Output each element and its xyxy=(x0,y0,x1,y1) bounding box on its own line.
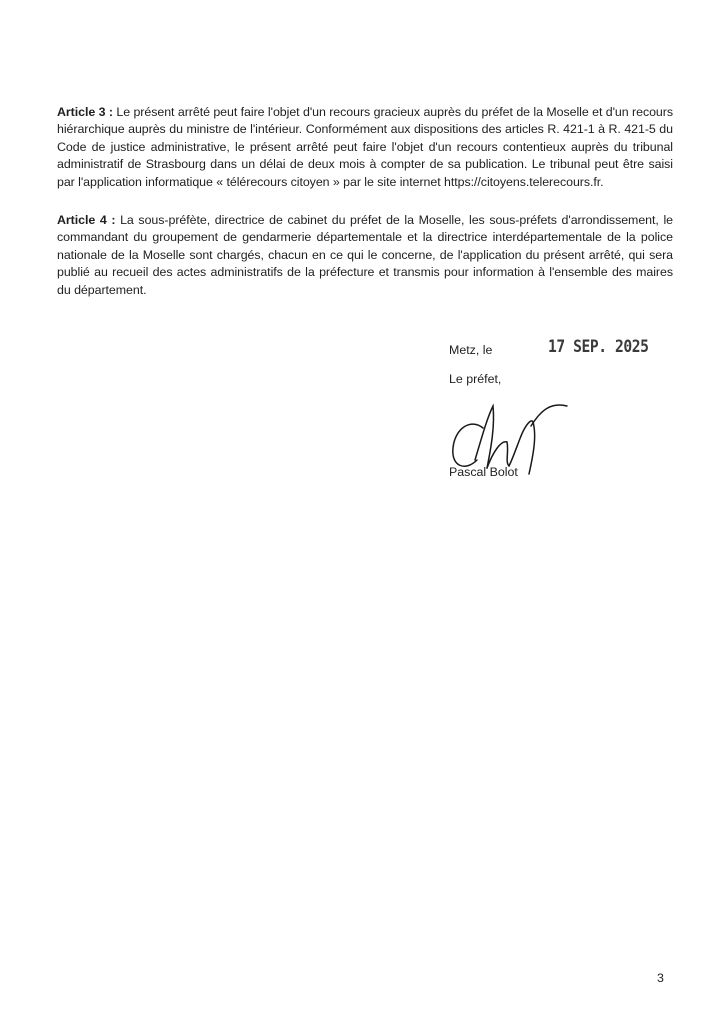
article-4-text: La sous-préfète, directrice de cabinet du préfet de la Moselle, les sous-préfets d'arrondissement, le commandant du groupement de gendarmerie départementale et la directrice interdépartementale de la police nationale de la Moselle sont chargés, chacun en ce qui le concerne, de l'application du présent arrêté, qui sera publié au recueil des actes administratifs de la préfecture et transmis pour information à l'ensemble des maires du département. xyxy=(57,213,673,297)
signature-block xyxy=(449,336,689,486)
article-3-text: Le présent arrêté peut faire l'objet d'un recours gracieux auprès du préfet de la Moselle et d'un recours hiérarchique auprès du ministre de l'intérieur. Conformément aux dispositions des articles R. 421-1 à R. 421-5 du Code de justice administrative, le présent arrêté peut faire l'objet d'un recours contentieux auprès du tribunal administratif de Strasbourg dans un délai de deux mois à compter de sa publication. Le tribunal peut être saisi par l'application informatique « télérecours citoyen » par le site internet https://citoyens.telerecours.fr. xyxy=(57,105,673,189)
article-3-heading: Article 3 : xyxy=(57,105,113,119)
article-4-heading: Article 4 : xyxy=(57,213,116,227)
article-4-paragraph xyxy=(57,212,673,299)
signatory-title: Le préfet, xyxy=(449,372,502,386)
handwritten-signature xyxy=(441,366,581,476)
place-date-label: Metz, le xyxy=(449,343,493,357)
article-3-paragraph xyxy=(57,104,673,191)
stamped-date: 17 SEP. 2025 xyxy=(548,337,649,357)
page-number: 3 xyxy=(657,971,664,985)
signatory-name: Pascal Bolot xyxy=(449,465,518,479)
